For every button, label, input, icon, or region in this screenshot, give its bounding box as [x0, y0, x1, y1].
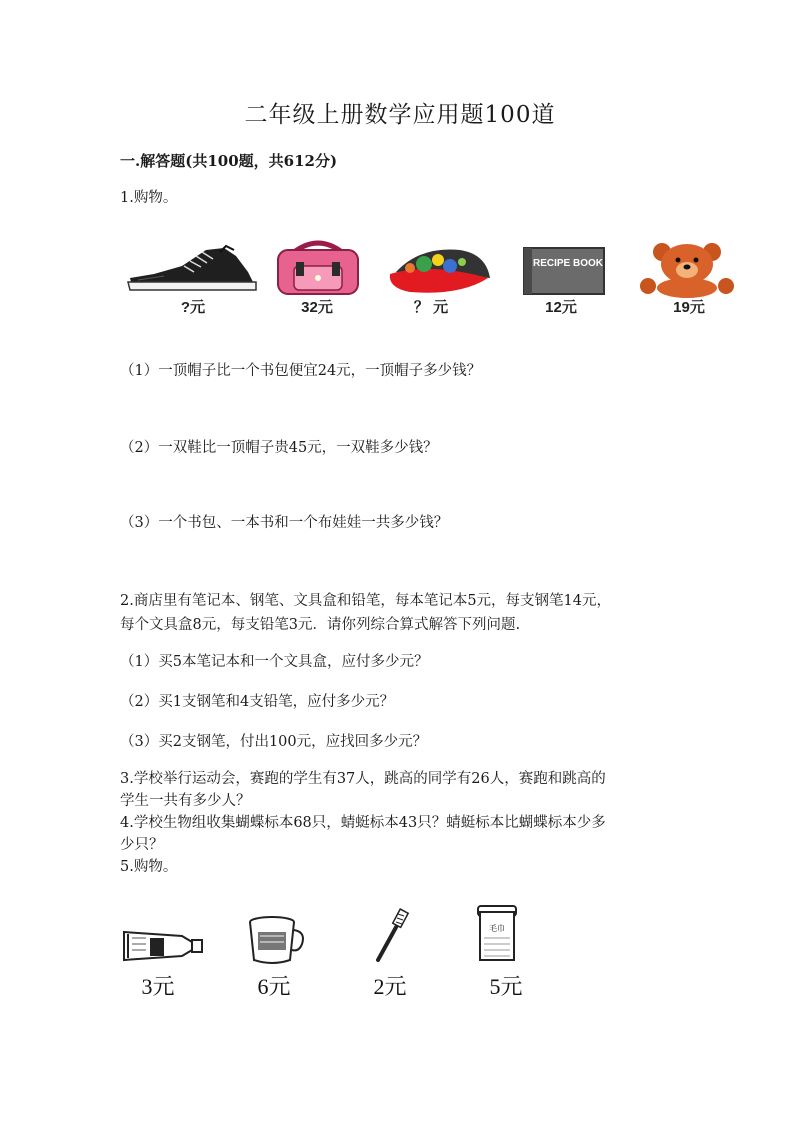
q4-line1: 4.学校生物组收集蝴蝶标本68只，蜻蜓标本43只？蜻蜓标本比蝴蝶标本少多 — [120, 815, 606, 831]
section-heading: 一.解答题(共100题，共612分) — [120, 152, 338, 170]
q2-sub-1: （1）买5本笔记本和一个文具盒，应付多少元？ — [120, 654, 429, 670]
q1-sub-3: （3）一个书包、一本书和一个布娃娃一共多少钱？ — [120, 515, 449, 531]
towel-icon — [474, 904, 520, 964]
q4-line2: 少只？ — [120, 837, 164, 853]
q3-line2: 学生一共有多少人？ — [120, 793, 251, 809]
q2-stem-line1: 2.商店里有笔记本、钢笔、文具盒和铅笔，每本笔记本5元，每支钢笔14元， — [120, 593, 612, 609]
price-teddy-bear: 19元 — [673, 299, 705, 316]
q3-line1: 3.学校举行运动会，赛跑的学生有37人，跳高的同学有26人，赛跑和跳高的 — [120, 771, 606, 787]
q5-stem: 5.购物。 — [120, 859, 178, 875]
q2-sub-2: （2）买1支钢笔和4支铅笔，应付多少元？ — [120, 694, 395, 710]
q2-sub-3: （3）买2支钢笔，付出100元，应找回多少元？ — [120, 734, 428, 750]
toothpaste-icon — [120, 928, 206, 962]
price-schoolbag: 32元 — [301, 299, 333, 316]
price-toothbrush: 2元 — [373, 974, 407, 999]
towel-label: 毛巾 — [489, 924, 505, 933]
cap-icon — [380, 244, 494, 296]
q1-sub-1: （1）一顶帽子比一个书包便宜24元，一顶帽子多少钱？ — [120, 363, 482, 379]
book-icon — [520, 246, 608, 296]
q2-stem-line2: 每个文具盒8元，每支铅笔3元．请你列综合算式解答下列问题. — [120, 617, 521, 633]
price-cup: 6元 — [257, 974, 291, 999]
schoolbag-icon — [266, 240, 370, 298]
toothbrush-icon — [370, 908, 412, 964]
price-towel: 5元 — [489, 974, 523, 999]
price-toothpaste: 3元 — [141, 974, 175, 999]
q1-sub-2: （2）一双鞋比一顶帽子贵45元，一双鞋多少钱？ — [120, 440, 438, 456]
price-cap: ？ 元 — [413, 299, 449, 316]
q1-stem: 1.购物。 — [120, 190, 178, 206]
price-sneaker: ?元 — [180, 299, 206, 316]
teddy-bear-icon — [632, 240, 742, 298]
sneaker-icon — [124, 244, 260, 294]
price-book: 12元 — [545, 299, 577, 316]
book-label: RECIPE BOOK — [532, 258, 604, 269]
cup-icon — [244, 914, 306, 966]
page-title: 二年级上册数学应用题100道 — [244, 102, 556, 128]
